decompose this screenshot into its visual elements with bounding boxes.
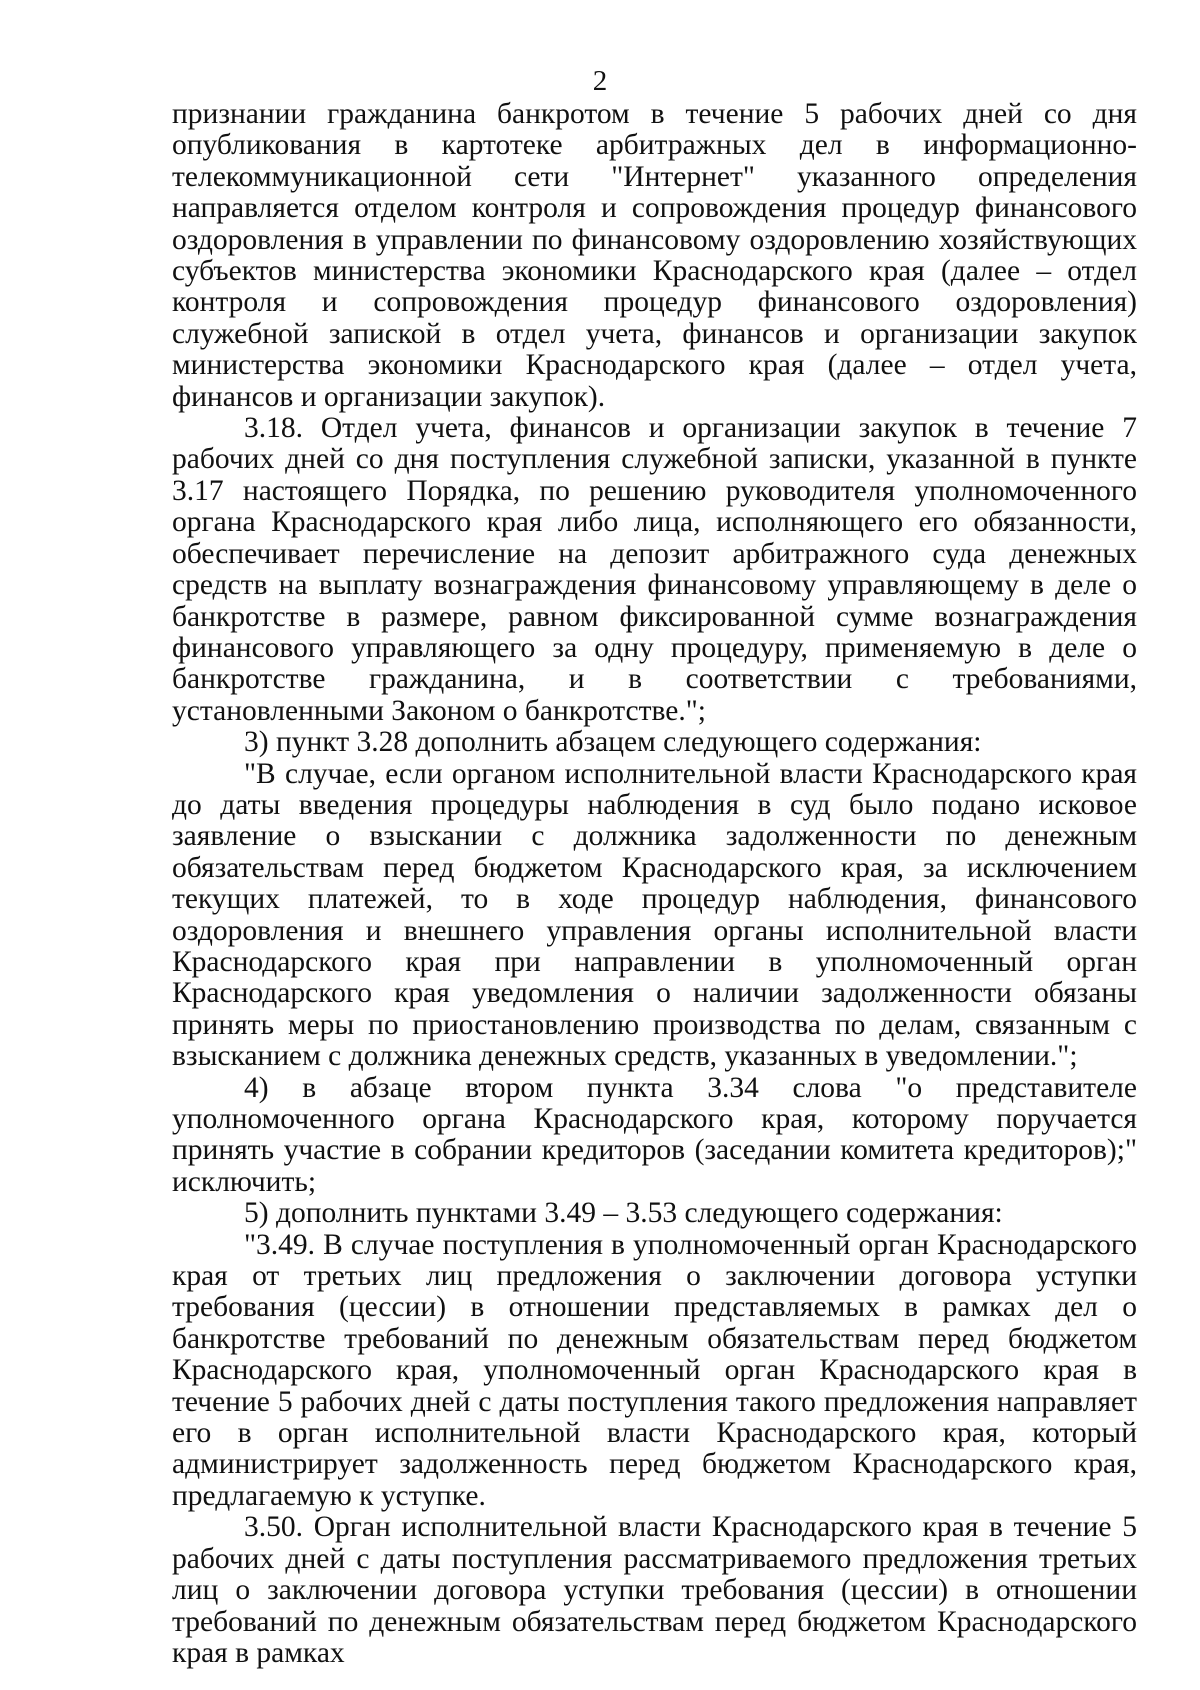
document-body xyxy=(172,99,1137,1669)
paragraph-3-28-addition: "В случае, если органом исполнительной власти Краснодарского края до даты введения процедуры наблюдения в суд было подано исковое заявление о взыскании с должника задолженности по денежным обязательствам перед бюджетом Краснодарского края, за исключением текущих платежей, то в ходе процедур наблюдения, финансового оздоровления и внешнего управления органы исполнительной власти Краснодарского края при направлении в уполномоченный орган Краснодарского края уведомления о наличии задолженности обязаны принять меры по приостановлению производства по делам, связанным с взысканием с должника денежных средств, указанных в уведомлении."; xyxy=(172,757,1137,1073)
paragraph-3-49: "3.49. В случае поступления в уполномоченный орган Краснодарского края от третьих лиц предложения о заключении договора уступки требования (цессии) в отношении представляемых в рамках дел о банкротстве требований по денежным обязательствам перед бюджетом Краснодарского края, уполномоченный орган Краснодарского края в течение 5 рабочих дней с даты поступления такого предложения направляет его в орган исполнительной власти Краснодарского края, который администрирует задолженность перед бюджетом Краснодарского края, предлагаемую к уступке. xyxy=(172,1228,1137,1512)
paragraph-3-18: 3.18. Отдел учета, финансов и организации закупок в течение 7 рабочих дней со дня поступления служебной записки, указанной в пункте 3.17 настоящего Порядка, по решению руководителя уполномоченного органа Краснодарского края либо лица, исполняющего его обязанности, обеспечивает перечисление на депозит арбитражного суда денежных средств на выплату вознаграждения финансовому управляющему в деле о банкротстве в размере, равном фиксированной сумме вознаграждения финансового управляющего за одну процедуру, применяемую в деле о банкротстве гражданина, и в соответствии с требованиями, установленными Законом о банкротстве."; xyxy=(172,412,1137,727)
paragraph-3-50: 3.50. Орган исполнительной власти Краснодарского края в течение 5 рабочих дней с даты поступления рассматриваемого предложения третьих лиц о заключении договора уступки требования (цессии) в отношении требований по денежным обязательствам перед бюджетом Краснодарского края в рамках xyxy=(172,1511,1137,1669)
paragraph-amendment-3: 3) пункт 3.28 дополнить абзацем следующего содержания: xyxy=(244,726,982,759)
paragraph-3-17-continuation: признании гражданина банкротом в течение 5 рабочих дней со дня опубликования в картотеке арбитражных дел в информационно-телекоммуникационной сети "Интернет" указанного определения направляется отделом контроля и сопровождения процедур финансового оздоровления в управлении по финансовому оздоровлению хозяйствующих субъектов министерства экономики Краснодарского края (далее – отдел контроля и сопровождения процедур финансового оздоровления) служебной запиской в отдел учета, финансов и организации закупок министерства экономики Краснодарского края (далее – отдел учета, финансов и организации закупок). xyxy=(172,98,1137,413)
page-number: 2 xyxy=(592,65,608,97)
paragraph-amendment-5: 5) дополнить пунктами 3.49 – 3.53 следующего содержания: xyxy=(244,1197,1003,1230)
paragraph-amendment-4: 4) в абзаце втором пункта 3.34 слова "о представителе уполномоченного органа Краснодарского края, которому поручается принять участие в собрании кредиторов (заседании комитета кредиторов);" исключить; xyxy=(172,1071,1137,1198)
